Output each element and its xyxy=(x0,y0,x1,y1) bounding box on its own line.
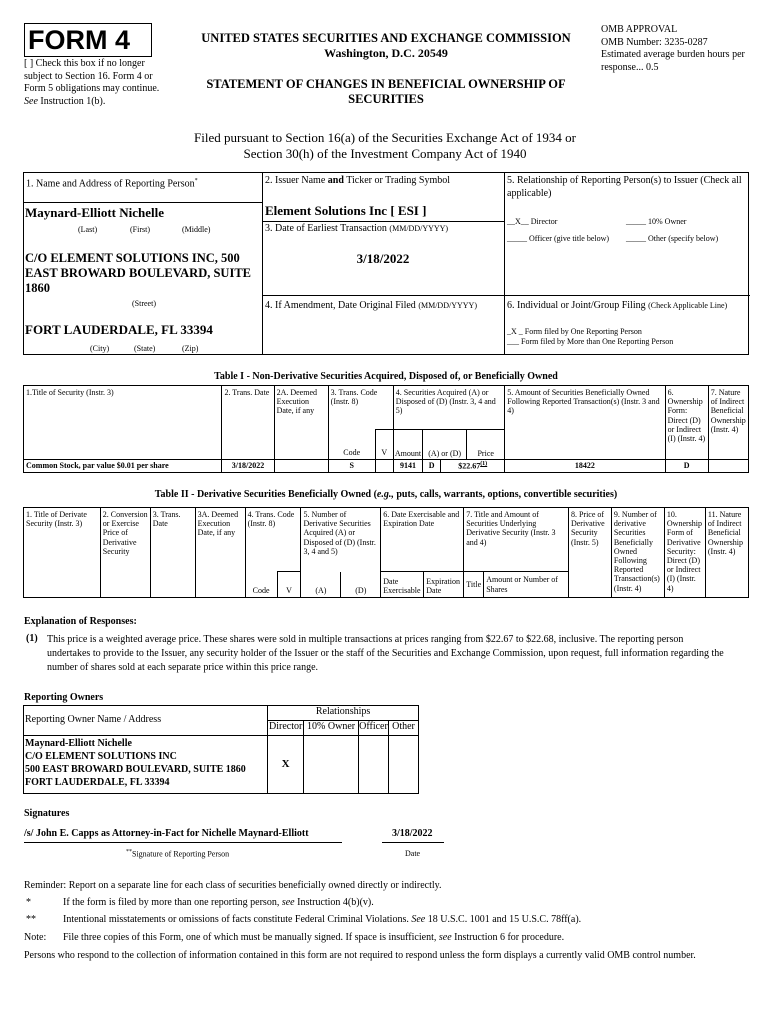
box5-label: 5. Relationship of Reporting Person(s) to Issuer (Check all applicable) xyxy=(507,175,742,199)
rel-ten-pct: _____ 10% Owner xyxy=(626,217,687,226)
t1-sub-price: Price xyxy=(467,430,505,460)
t2-sub-code: Code xyxy=(245,572,277,598)
statement-title: STATEMENT OF CHANGES IN BENEFICIAL OWNERSHIP OF SECURITIES xyxy=(206,77,566,106)
t1-r0-form: D xyxy=(665,460,708,473)
t1-r0-amount: 9141 xyxy=(393,460,422,473)
ro-col-officer: Officer xyxy=(359,721,389,736)
signature-line xyxy=(24,842,342,843)
t2-sub-exp: Expiration Date xyxy=(424,572,464,598)
t1-r0-code: S xyxy=(328,460,375,473)
explanation-heading: Explanation of Responses: xyxy=(24,616,137,627)
table2-title: Table II - Derivative Securities Beneficially Owned (e.g., puts, calls, warrants, options, convertible securities) xyxy=(154,489,618,500)
box6-label: 6. Individual or Joint/Group Filing (Check Applicable Line) xyxy=(507,300,728,311)
t2-h2: 2. Conversion or Exercise Price of Derivative Security xyxy=(100,508,150,598)
ro-owner-addr1: C/O ELEMENT SOLUTIONS INC xyxy=(25,751,177,762)
omb-approval: OMB APPROVAL xyxy=(601,24,678,35)
reporting-person-street: C/O ELEMENT SOLUTIONS INC, 500 EAST BROWARD BOULEVARD, SUITE 1860 xyxy=(25,251,251,295)
box1-label: 1. Name and Address of Reporting Person* xyxy=(26,178,198,190)
omb-box xyxy=(601,24,751,74)
t2-sub-title: Title xyxy=(464,572,484,598)
signatures-heading: Signatures xyxy=(24,808,70,819)
t1-r0-nature xyxy=(708,460,748,473)
signature-label: **Signature of Reporting Person xyxy=(126,849,230,859)
rel-officer: _____ Officer (give title below) xyxy=(507,234,610,243)
table-row xyxy=(24,736,419,794)
reporting-info-grid xyxy=(23,172,749,355)
t1-h1: 1.Title of Security (Instr. 3) xyxy=(24,386,222,460)
omb-number: OMB Number: 3235-0287 xyxy=(601,36,708,48)
box2-label: 2. Issuer Name and Ticker or Trading Symbol xyxy=(265,175,451,186)
footnote-link[interactable]: (1) xyxy=(480,461,488,467)
checkbox-instr: Instruction 1(b). xyxy=(40,95,106,107)
t2-h9: 9. Number of derivative Securities Beneficially Owned Following Reported Transaction(s) (Instr. 4) xyxy=(611,508,664,598)
box4-label: 4. If Amendment, Date Original Filed (MM/DD/YYYY) xyxy=(265,300,477,311)
t1-h2a: 2A. Deemed Execution Date, if any xyxy=(274,386,328,460)
omb-burden: Estimated average burden hours per response... 0.5 xyxy=(601,49,745,73)
t2-h5: 5. Number of Derivative Securities Acquired (A) or Disposed of (D) (Instr. 3, 4 and 5) xyxy=(301,508,381,572)
t1-r0-v xyxy=(375,460,393,473)
ro-col-other: Other xyxy=(388,721,418,736)
filed-pursuant: Filed pursuant to Section 16(a) of the Securities Exchange Act of 1934 or Section 30(h) of the Investment Company Act of 1940 xyxy=(194,130,576,162)
ro-ten-mark xyxy=(304,736,359,794)
date-line xyxy=(382,842,444,843)
form-title: FORM 4 xyxy=(28,25,131,55)
t1-r0-date: 3/18/2022 xyxy=(222,460,274,473)
street-label: (Street) xyxy=(132,299,156,308)
checkbox-text: [ ] Check this box if no longer subject to Section 16. Form 4 or Form 5 obligations may continue. xyxy=(24,58,160,94)
filing-more: ___ Form filed by More than One Reporting Person xyxy=(507,337,674,346)
reporting-person-city: FORT LAUDERDALE, FL 33394 xyxy=(25,322,213,337)
t2-sub-d: (D) xyxy=(341,572,381,598)
reporting-person-name: Maynard-Elliott Nichelle xyxy=(25,205,165,220)
ro-director-mark: X xyxy=(268,736,304,794)
t1-sub-code: Code xyxy=(328,430,375,460)
explanation-note-num: (1) xyxy=(26,633,38,644)
ro-owner-cell xyxy=(24,736,268,794)
dstar-mark: ** xyxy=(26,914,36,925)
t1-sub-v: V xyxy=(375,430,393,460)
t1-h7: 7. Nature of Indirect Beneficial Ownership (Instr. 4) xyxy=(708,386,748,460)
ro-col-ten: 10% Owner xyxy=(304,721,359,736)
t1-r0-title: Common Stock, par value $0.01 per share xyxy=(24,460,222,473)
note-mark: Note: xyxy=(24,932,47,943)
star-mark: * xyxy=(26,897,31,908)
t2-h1: 1. Title of Derivate Security (Instr. 3) xyxy=(24,508,101,598)
t2-h11: 11. Nature of Indirect Beneficial Ownership (Instr. 4) xyxy=(705,508,748,598)
state-label: (State) xyxy=(134,344,156,353)
t1-h4: 4. Securities Acquired (A) or Disposed of (D) (Instr. 3, 4 and 5) xyxy=(393,386,504,430)
ro-owner-name: Maynard-Elliott Nichelle xyxy=(25,738,132,749)
zip-label: (Zip) xyxy=(182,344,199,353)
sec-city: Washington, D.C. 20549 xyxy=(324,46,448,60)
filing-one: _X _ Form filed by One Reporting Person xyxy=(507,327,642,336)
t2-sub-v: V xyxy=(277,572,301,598)
rel-other: _____ Other (specify below) xyxy=(626,234,719,243)
earliest-transaction-date: 3/18/2022 xyxy=(356,251,410,266)
t1-r0-price: $22.67 xyxy=(458,461,481,471)
ro-col-rel: Relationships xyxy=(268,706,419,721)
t1-h5: 5. Amount of Securities Beneficially Owned Following Reported Transaction(s) (Instr. 3 and 4) xyxy=(505,386,665,460)
box3-label: 3. Date of Earliest Transaction (MM/DD/YYYY) xyxy=(265,223,449,234)
t2-h10: 10. Ownership Form of Derivative Security: Direct (D) or Indirect (I) (Instr. 4) xyxy=(664,508,705,598)
t1-r0-aord: D xyxy=(423,460,441,473)
t1-r0-price-cell xyxy=(441,460,505,473)
t2-h3: 3. Trans. Date xyxy=(150,508,195,598)
table1-title: Table I - Non-Derivative Securities Acquired, Disposed of, or Beneficially Owned xyxy=(214,371,558,382)
form-title-box xyxy=(24,23,152,57)
t2-h3a: 3A. Deemed Execution Date, if any xyxy=(195,508,245,598)
ro-col-director: Director xyxy=(268,721,304,736)
ro-owner-addr2: 500 EAST BROWARD BOULEVARD, SUITE 1860 xyxy=(25,764,246,775)
t1-h3: 3. Trans. Code (Instr. 8) xyxy=(328,386,393,430)
t1-h2: 2. Trans. Date xyxy=(222,386,274,460)
t1-r0-deemed xyxy=(274,460,328,473)
date-label: Date xyxy=(405,849,421,858)
signer: /s/ John E. Capps as Attorney-in-Fact for Nichelle Maynard-Elliott xyxy=(24,828,309,839)
t2-sub-a: (A) xyxy=(301,572,341,598)
t2-h4: 4. Trans. Code (Instr. 8) xyxy=(245,508,301,572)
explanation-note-text: This price is a weighted average price. These shares were sold in multiple transactions at prices ranging from $22.67 to $22.68, inclusive. The reporting person undertakes to provide to the Issuer, any security holder of the Issuer or the staff of the Securities and Exchange Commission, upon request, full information regarding the number of shares sold at each separate price within this price range. xyxy=(47,634,724,673)
t2-h6: 6. Date Exercisable and Expiration Date xyxy=(381,508,464,572)
first-label: (First) xyxy=(130,225,150,234)
reporting-owners-heading: Reporting Owners xyxy=(24,692,104,703)
checkbox-note xyxy=(24,58,174,108)
ro-col-name: Reporting Owner Name / Address xyxy=(24,706,268,736)
middle-label: (Middle) xyxy=(182,225,211,234)
t2-h8: 8. Price of Derivative Security (Instr. 5) xyxy=(568,508,611,598)
reminder: Reminder: Report on a separate line for each class of securities beneficially owned directly or indirectly. xyxy=(24,880,442,891)
note-text: File three copies of this Form, one of which must be manually signed. If space is insufficient, see Instruction 6 for procedure. xyxy=(63,932,565,943)
issuer-name: Element Solutions Inc [ ESI ] xyxy=(265,203,427,218)
t1-sub-aord: (A) or (D) xyxy=(423,430,467,460)
signature-date: 3/18/2022 xyxy=(392,828,433,839)
ro-officer-mark xyxy=(359,736,389,794)
ro-other-mark xyxy=(388,736,418,794)
persons-notice: Persons who respond to the collection of information contained in this form are not required to respond unless the form displays a currently valid OMB control number. xyxy=(24,950,696,961)
table2 xyxy=(23,507,749,598)
table1 xyxy=(23,385,749,473)
last-label: (Last) xyxy=(78,225,98,234)
checkbox-see: See xyxy=(24,95,38,107)
t2-sub-date-ex: Date Exercisable xyxy=(381,572,424,598)
t1-sub-amount: Amount xyxy=(393,430,422,460)
reporting-owners-table xyxy=(23,705,419,794)
ro-owner-addr3: FORT LAUDERDALE, FL 33394 xyxy=(25,777,170,788)
rel-director: __X__ Director xyxy=(507,217,558,226)
t1-h6: 6. Ownership Form: Direct (D) or Indirect (I) (Instr. 4) xyxy=(665,386,708,460)
table-row xyxy=(24,460,749,473)
t2-sub-amount: Amount or Number of Shares xyxy=(484,572,569,598)
t2-h7: 7. Title and Amount of Securities Underlying Derivative Security (Instr. 3 and 4) xyxy=(464,508,569,572)
dstar-text: Intentional misstatements or omissions of facts constitute Federal Criminal Violations. See 18 U.S.C. 1001 and 15 U.S.C. 78ff(a). xyxy=(63,914,582,925)
star-text: If the form is filed by more than one reporting person, see Instruction 4(b)(v). xyxy=(63,897,374,908)
sec-name: UNITED STATES SECURITIES AND EXCHANGE COMMISSION xyxy=(201,31,571,45)
city-label: (City) xyxy=(90,344,110,353)
t1-r0-owned: 18422 xyxy=(505,460,665,473)
